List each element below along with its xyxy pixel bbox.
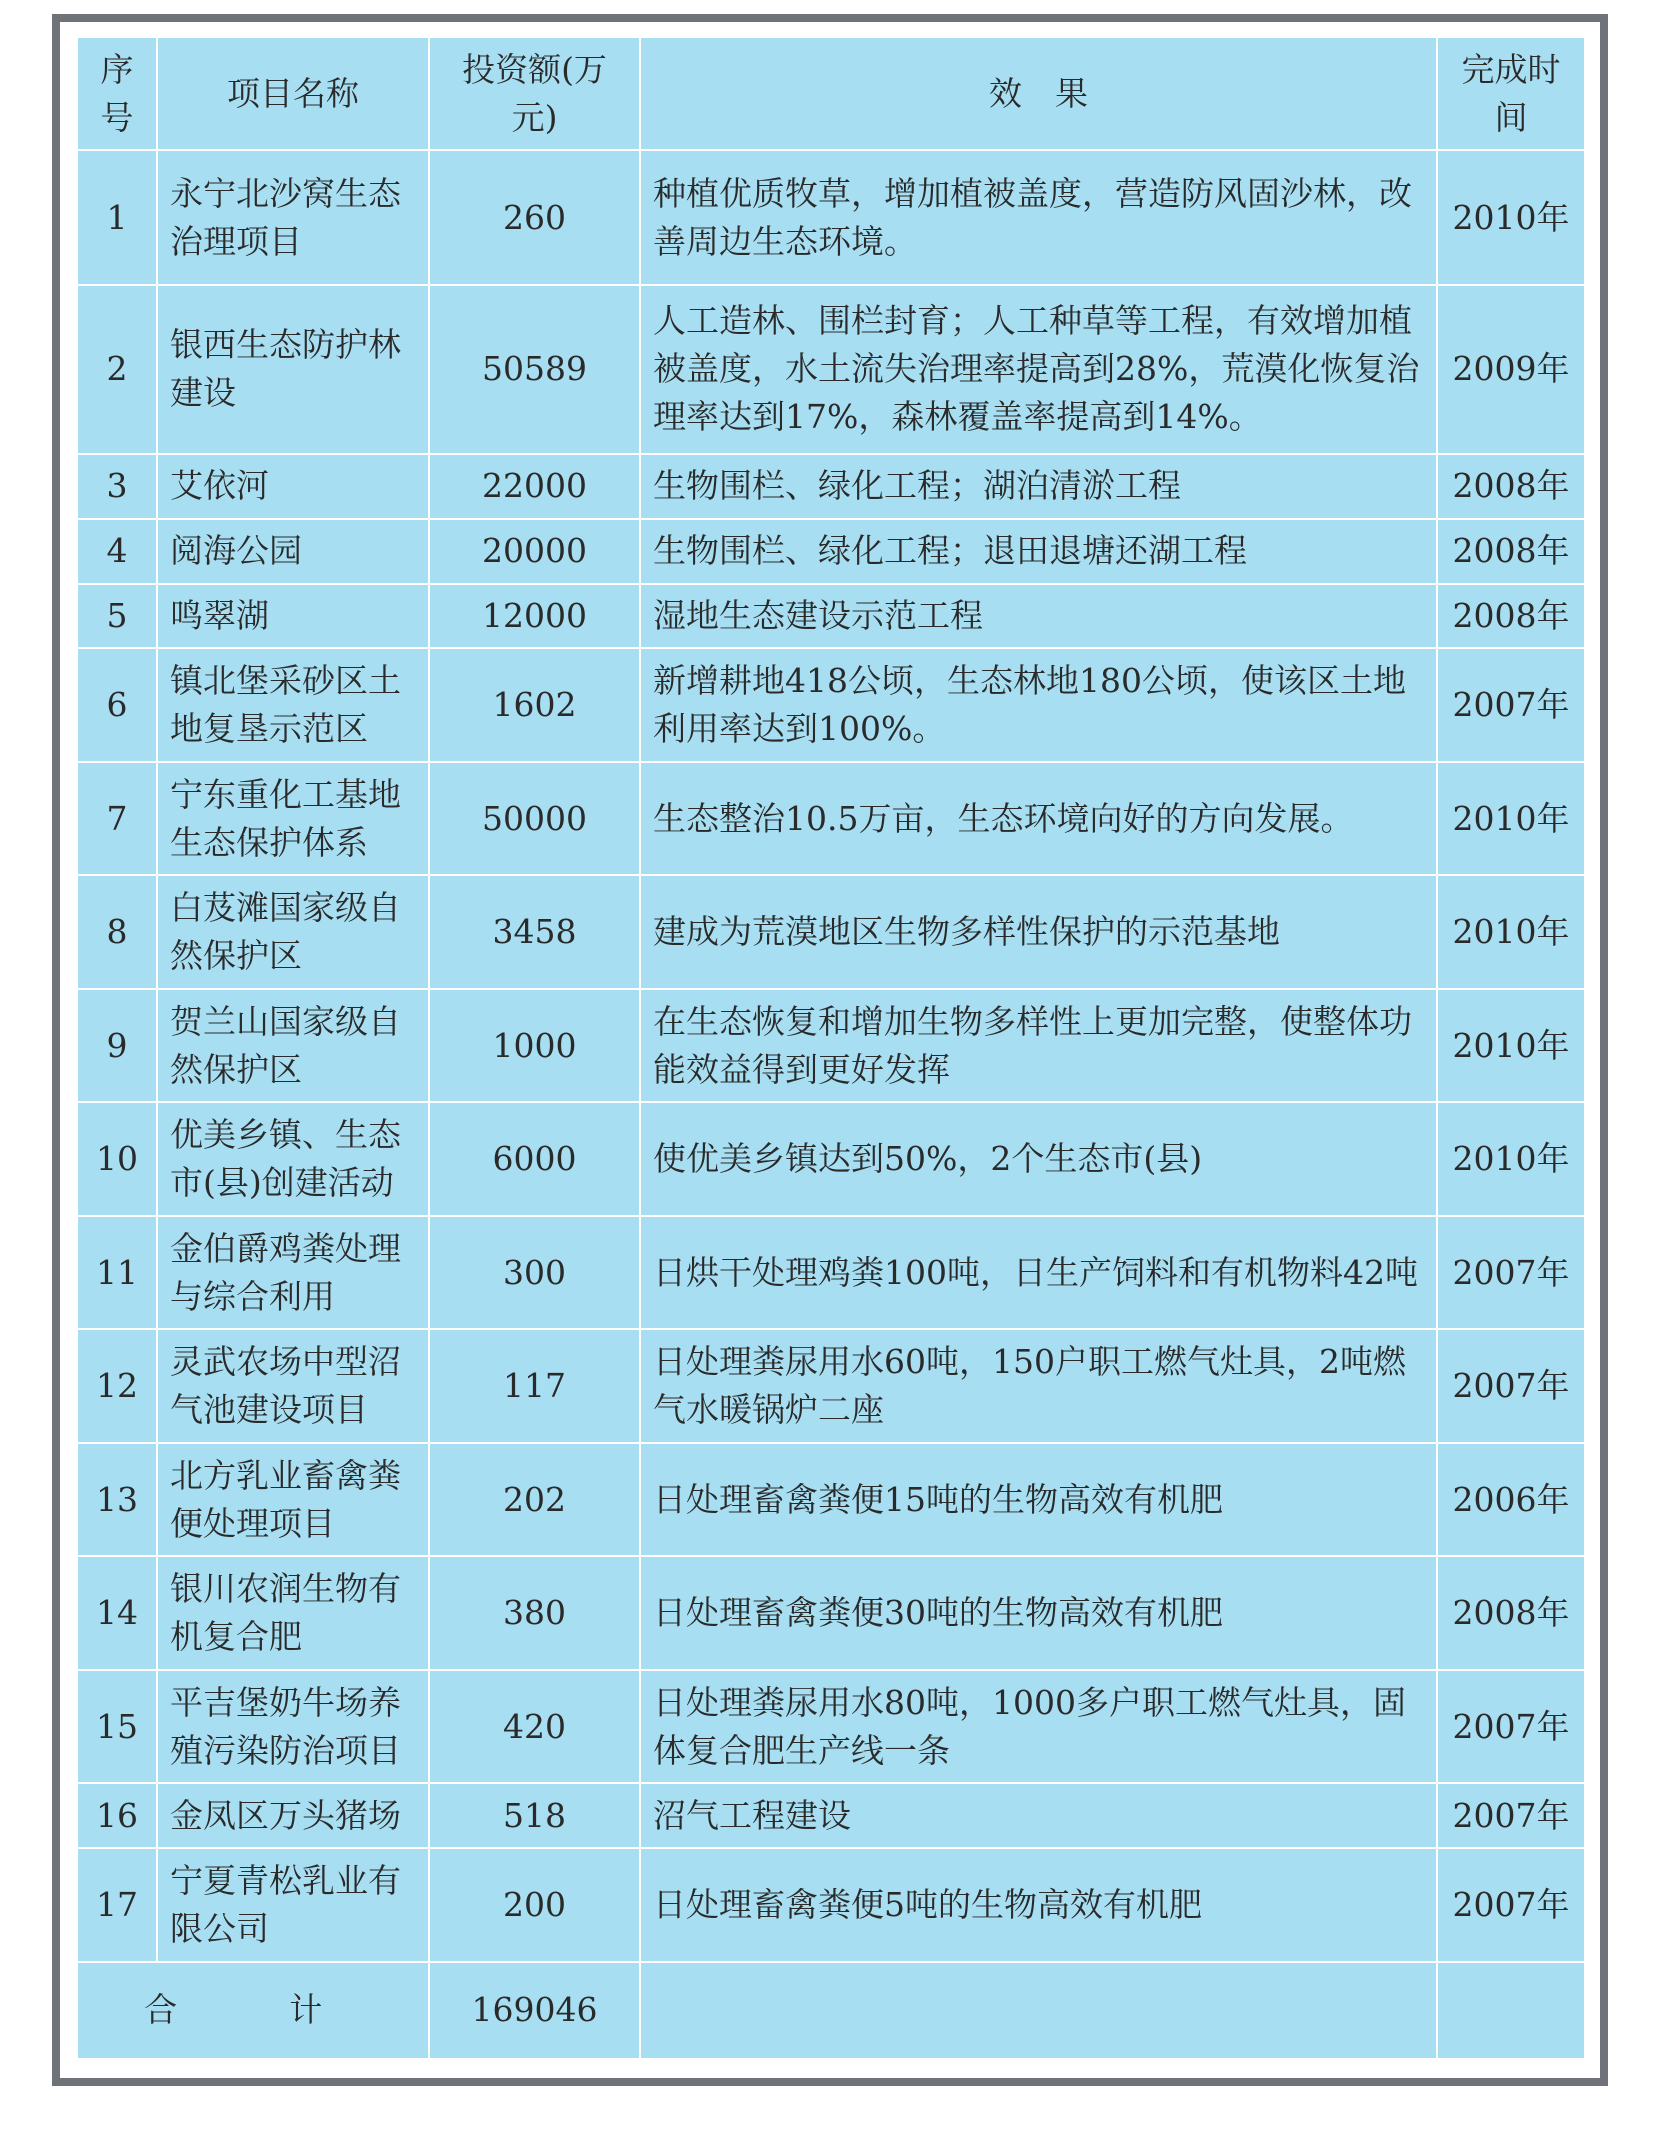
row-no: 8 [77, 875, 157, 988]
row-no: 14 [77, 1556, 157, 1669]
row-effect: 日处理粪尿用水80吨，1000多户职工燃气灶具，固体复合肥生产线一条 [640, 1670, 1437, 1783]
total-row [77, 1962, 1585, 2059]
row-project-name: 金凤区万头猪场 [157, 1783, 429, 1848]
row-project-name: 平吉堡奶牛场养殖污染防治项目 [157, 1670, 429, 1783]
row-project-name: 永宁北沙窝生态治理项目 [157, 150, 429, 284]
row-completion-time: 2008年 [1437, 519, 1585, 584]
table-row [77, 1670, 1585, 1783]
row-no: 16 [77, 1783, 157, 1848]
total-effect-empty [640, 1962, 1437, 2059]
row-effect: 新增耕地418公顷，生态林地180公顷，使该区土地利用率达到100%。 [640, 648, 1437, 761]
table-row [77, 1783, 1585, 1848]
row-effect: 生态整治10.5万亩，生态环境向好的方向发展。 [640, 762, 1437, 875]
row-completion-time: 2010年 [1437, 875, 1585, 988]
row-no: 17 [77, 1848, 157, 1961]
row-project-name: 金伯爵鸡粪处理与综合利用 [157, 1216, 429, 1329]
row-completion-time: 2007年 [1437, 1216, 1585, 1329]
row-completion-time: 2007年 [1437, 1783, 1585, 1848]
header-no: 序号 [77, 37, 157, 150]
header-time: 完成时间 [1437, 37, 1585, 150]
header-investment: 投资额(万元) [429, 37, 640, 150]
row-project-name: 北方乳业畜禽粪便处理项目 [157, 1443, 429, 1556]
row-project-name: 宁东重化工基地生态保护体系 [157, 762, 429, 875]
row-completion-time: 2008年 [1437, 454, 1585, 519]
row-effect: 生物围栏、绿化工程；湖泊清淤工程 [640, 454, 1437, 519]
row-investment: 200 [429, 1848, 640, 1961]
row-completion-time: 2010年 [1437, 1102, 1585, 1215]
row-no: 3 [77, 454, 157, 519]
row-investment: 1000 [429, 989, 640, 1102]
table-row [77, 989, 1585, 1102]
row-project-name: 宁夏青松乳业有限公司 [157, 1848, 429, 1961]
row-no: 10 [77, 1102, 157, 1215]
row-effect: 建成为荒漠地区生物多样性保护的示范基地 [640, 875, 1437, 988]
row-no: 5 [77, 584, 157, 649]
row-investment: 260 [429, 150, 640, 284]
row-no: 2 [77, 285, 157, 454]
table-row [77, 1556, 1585, 1669]
row-effect: 使优美乡镇达到50%，2个生态市(县) [640, 1102, 1437, 1215]
row-completion-time: 2010年 [1437, 762, 1585, 875]
table-row [77, 762, 1585, 875]
row-project-name: 白芨滩国家级自然保护区 [157, 875, 429, 988]
row-investment: 420 [429, 1670, 640, 1783]
row-no: 11 [77, 1216, 157, 1329]
table-row [77, 1216, 1585, 1329]
row-no: 12 [77, 1329, 157, 1442]
row-project-name: 银西生态防护林建设 [157, 285, 429, 454]
table-row [77, 584, 1585, 649]
table-row [77, 1848, 1585, 1961]
row-investment: 22000 [429, 454, 640, 519]
table-row [77, 1443, 1585, 1556]
row-effect: 生物围栏、绿化工程；退田退塘还湖工程 [640, 519, 1437, 584]
row-no: 6 [77, 648, 157, 761]
row-investment: 1602 [429, 648, 640, 761]
row-no: 15 [77, 1670, 157, 1783]
row-project-name: 贺兰山国家级自然保护区 [157, 989, 429, 1102]
row-effect: 湿地生态建设示范工程 [640, 584, 1437, 649]
total-investment: 169046 [429, 1962, 640, 2059]
row-no: 4 [77, 519, 157, 584]
row-no: 13 [77, 1443, 157, 1556]
row-effect: 日处理粪尿用水60吨，150户职工燃气灶具，2吨燃气水暖锅炉二座 [640, 1329, 1437, 1442]
table-row [77, 454, 1585, 519]
row-project-name: 镇北堡采砂区土地复垦示范区 [157, 648, 429, 761]
row-project-name: 阅海公园 [157, 519, 429, 584]
row-completion-time: 2007年 [1437, 1670, 1585, 1783]
table-row [77, 519, 1585, 584]
header-effect: 效 果 [640, 37, 1437, 150]
row-project-name: 灵武农场中型沼气池建设项目 [157, 1329, 429, 1442]
table-row [77, 875, 1585, 988]
row-no: 1 [77, 150, 157, 284]
header-name: 项目名称 [157, 37, 429, 150]
row-effect: 日烘干处理鸡粪100吨，日生产饲料和有机物料42吨 [640, 1216, 1437, 1329]
row-effect: 日处理畜禽粪便30吨的生物高效有机肥 [640, 1556, 1437, 1669]
row-investment: 3458 [429, 875, 640, 988]
table-row [77, 648, 1585, 761]
row-investment: 380 [429, 1556, 640, 1669]
row-investment: 50000 [429, 762, 640, 875]
row-investment: 202 [429, 1443, 640, 1556]
table-row [77, 150, 1585, 284]
table-row [77, 1329, 1585, 1442]
row-completion-time: 2007年 [1437, 648, 1585, 761]
row-project-name: 优美乡镇、生态市(县)创建活动 [157, 1102, 429, 1215]
table-row [77, 1102, 1585, 1215]
row-completion-time: 2009年 [1437, 285, 1585, 454]
row-completion-time: 2010年 [1437, 989, 1585, 1102]
project-table [76, 36, 1586, 2060]
row-investment: 518 [429, 1783, 640, 1848]
row-project-name: 银川农润生物有机复合肥 [157, 1556, 429, 1669]
row-effect: 在生态恢复和增加生物多样性上更加完整，使整体功能效益得到更好发挥 [640, 989, 1437, 1102]
row-project-name: 鸣翠湖 [157, 584, 429, 649]
row-project-name: 艾依河 [157, 454, 429, 519]
row-investment: 20000 [429, 519, 640, 584]
row-completion-time: 2010年 [1437, 150, 1585, 284]
row-effect: 人工造林、围栏封育；人工种草等工程，有效增加植被盖度，水土流失治理率提高到28%，荒漠化恢复治理率达到17%，森林覆盖率提高到14%。 [640, 285, 1437, 454]
row-investment: 6000 [429, 1102, 640, 1215]
row-effect: 日处理畜禽粪便15吨的生物高效有机肥 [640, 1443, 1437, 1556]
row-no: 7 [77, 762, 157, 875]
header-row [77, 37, 1585, 150]
row-completion-time: 2008年 [1437, 1556, 1585, 1669]
row-investment: 117 [429, 1329, 640, 1442]
row-investment: 12000 [429, 584, 640, 649]
row-no: 9 [77, 989, 157, 1102]
row-effect: 种植优质牧草，增加植被盖度，营造防风固沙林，改善周边生态环境。 [640, 150, 1437, 284]
total-label: 合 计 [77, 1962, 429, 2059]
row-effect: 日处理畜禽粪便5吨的生物高效有机肥 [640, 1848, 1437, 1961]
row-completion-time: 2008年 [1437, 584, 1585, 649]
row-completion-time: 2007年 [1437, 1329, 1585, 1442]
row-investment: 300 [429, 1216, 640, 1329]
table-row [77, 285, 1585, 454]
row-effect: 沼气工程建设 [640, 1783, 1437, 1848]
row-completion-time: 2006年 [1437, 1443, 1585, 1556]
total-time-empty [1437, 1962, 1585, 2059]
row-investment: 50589 [429, 285, 640, 454]
row-completion-time: 2007年 [1437, 1848, 1585, 1961]
